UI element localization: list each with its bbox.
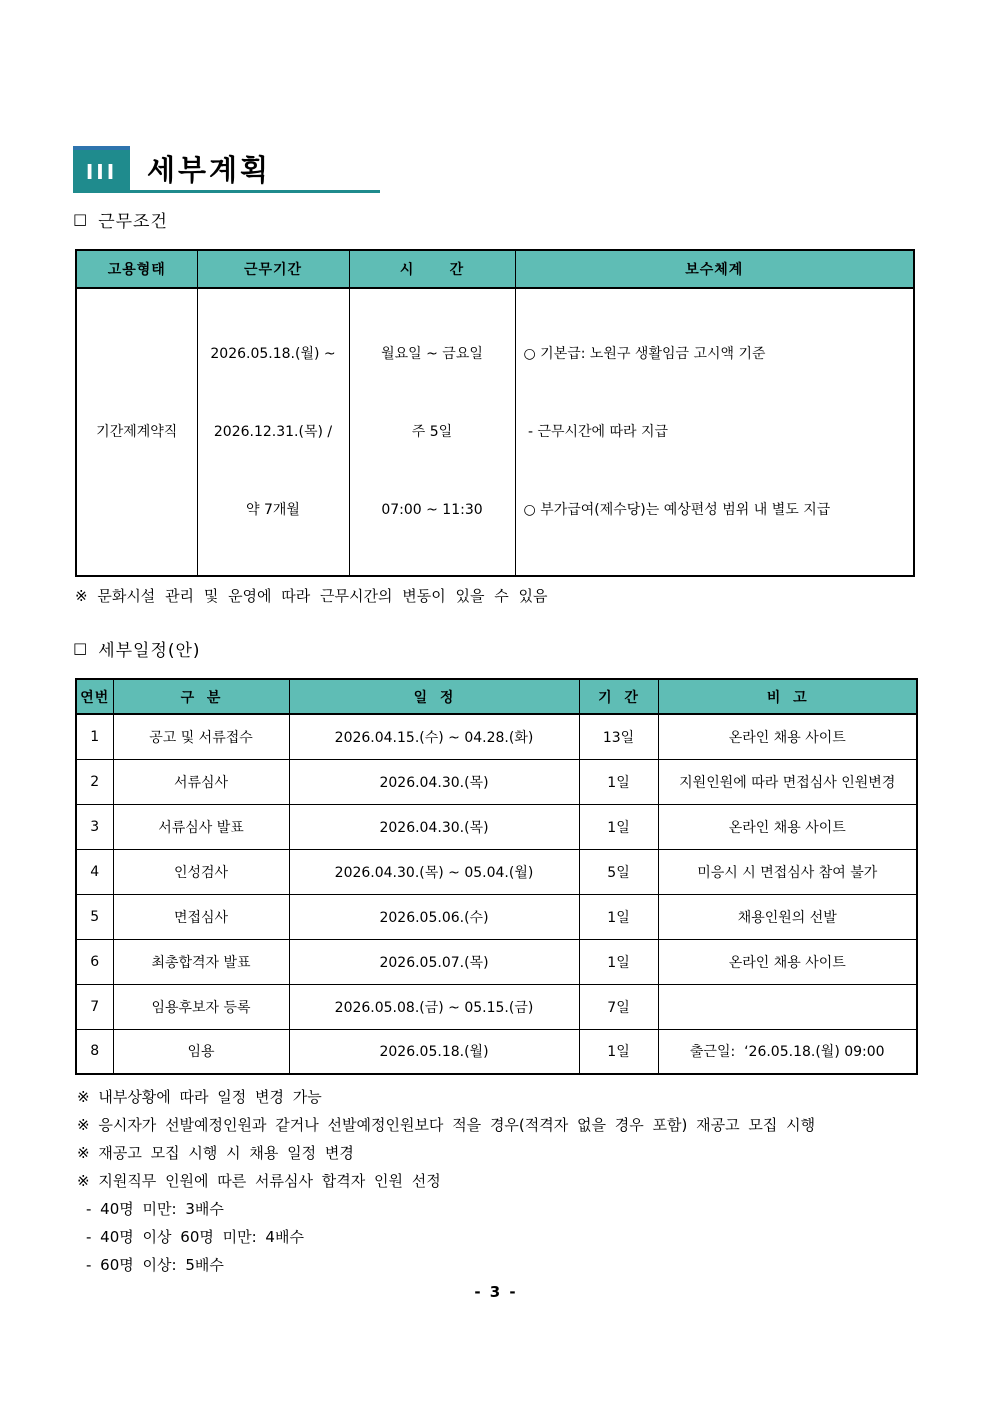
cell-remark: 지원인원에 따라 면접심사 인원변경 <box>658 759 917 804</box>
cell-work-period <box>197 288 349 576</box>
schedule-row <box>76 1029 917 1074</box>
period-line: 2026.05.18.(월) ~ <box>210 346 336 362</box>
cell-duration: 13일 <box>579 714 658 759</box>
cell-date: 2026.05.06.(수) <box>289 894 579 939</box>
col-category: 구 분 <box>113 679 289 714</box>
cell-duration: 1일 <box>579 759 658 804</box>
schedule-label-text: 세부일정(안) <box>98 641 201 661</box>
cell-duration: 1일 <box>579 1029 658 1074</box>
pay-line: ○ 부가급여(제수당)는 예상편성 범위 내 별도 지급 <box>523 502 831 518</box>
cell-seq: 5 <box>76 894 113 939</box>
cell-remark: 온라인 채용 사이트 <box>658 714 917 759</box>
work-conditions-table <box>75 249 915 577</box>
cell-seq: 8 <box>76 1029 113 1074</box>
col-employment-type: 고용형태 <box>76 250 197 288</box>
schedule-sub-note: - 40명 이상 60명 미만: 4배수 <box>86 1228 304 1246</box>
schedule-note: ※ 재공고 모집 시행 시 채용 일정 변경 <box>77 1144 354 1162</box>
cell-date: 2026.04.15.(수) ~ 04.28.(화) <box>289 714 579 759</box>
cell-date: 2026.05.08.(금) ~ 05.15.(금) <box>289 984 579 1029</box>
cell-category: 면접심사 <box>113 894 289 939</box>
col-duration: 기 간 <box>579 679 658 714</box>
square-bullet-icon: □ <box>73 209 89 228</box>
square-bullet-icon: □ <box>73 638 89 657</box>
schedule-note: ※ 응시자가 선발예정인원과 같거나 선발예정인원보다 적을 경우(적격자 없을 경우 포함) 재공고 모집 시행 <box>77 1116 816 1134</box>
cell-pay <box>515 288 914 576</box>
cell-category: 인성검사 <box>113 849 289 894</box>
schedule-sub-notes <box>86 1195 992 1279</box>
page-title: 세부계획 <box>147 152 272 187</box>
schedule-sub-note: - 60명 이상: 5배수 <box>86 1256 224 1274</box>
cell-seq: 6 <box>76 939 113 984</box>
schedule-row <box>76 984 917 1029</box>
cell-category: 임용 <box>113 1029 289 1074</box>
cell-category: 서류심사 발표 <box>113 804 289 849</box>
schedule-label <box>73 636 992 661</box>
cell-date: 2026.04.30.(목) ~ 05.04.(월) <box>289 849 579 894</box>
cell-remark: 출근일: ‘26.05.18.(월) 09:00 <box>658 1029 917 1074</box>
cell-date: 2026.05.18.(월) <box>289 1029 579 1074</box>
work-conditions-label-text: 근무조건 <box>98 212 168 232</box>
period-line: 약 7개월 <box>246 502 300 518</box>
cell-duration: 5일 <box>579 849 658 894</box>
cell-remark: 미응시 시 면접심사 참여 불가 <box>658 849 917 894</box>
cell-employment-type: 기간제계약직 <box>76 288 197 576</box>
cell-category: 서류심사 <box>113 759 289 804</box>
schedule-row <box>76 939 917 984</box>
time-line: 월요일 ~ 금요일 <box>381 346 483 362</box>
cell-duration: 1일 <box>579 894 658 939</box>
cell-category: 공고 및 서류접수 <box>113 714 289 759</box>
work-table-header-row <box>76 250 914 288</box>
work-table-row <box>76 288 914 576</box>
cell-duration: 1일 <box>579 939 658 984</box>
col-date: 일 정 <box>289 679 579 714</box>
schedule-row <box>76 804 917 849</box>
cell-seq: 2 <box>76 759 113 804</box>
period-line: 2026.12.31.(목) / <box>213 424 333 440</box>
work-conditions-note: ※ 문화시설 관리 및 운영에 따라 근무시간의 변동이 있을 수 있음 <box>75 587 548 605</box>
page-number: - 3 - <box>474 1283 518 1301</box>
col-work-period: 근무기간 <box>197 250 349 288</box>
schedule-row <box>76 759 917 804</box>
cell-remark <box>658 984 917 1029</box>
schedule-row <box>76 714 917 759</box>
section-heading <box>73 146 380 193</box>
cell-category: 임용후보자 등록 <box>113 984 289 1029</box>
schedule-row <box>76 849 917 894</box>
col-seq: 연번 <box>76 679 113 714</box>
schedule-note: ※ 지원직무 인원에 따른 서류심사 합격자 인원 선정 <box>77 1172 441 1190</box>
cell-seq: 1 <box>76 714 113 759</box>
section-title-underline <box>130 146 380 193</box>
cell-seq: 7 <box>76 984 113 1029</box>
schedule-sub-note: - 40명 미만: 3배수 <box>86 1200 224 1218</box>
cell-seq: 4 <box>76 849 113 894</box>
cell-date: 2026.04.30.(목) <box>289 759 579 804</box>
cell-category: 최총합격자 발표 <box>113 939 289 984</box>
cell-remark: 채용인원의 선발 <box>658 894 917 939</box>
cell-duration: 7일 <box>579 984 658 1029</box>
cell-seq: 3 <box>76 804 113 849</box>
work-conditions-label <box>73 207 992 232</box>
cell-time <box>349 288 515 576</box>
cell-date: 2026.05.07.(목) <box>289 939 579 984</box>
cell-date: 2026.04.30.(목) <box>289 804 579 849</box>
schedule-notes <box>77 1083 992 1195</box>
section-number-badge: III <box>73 146 130 193</box>
col-remark: 비 고 <box>658 679 917 714</box>
time-line: 주 5일 <box>411 424 453 440</box>
pay-line: ○ 기본급: 노원구 생활임금 고시액 기준 <box>523 346 766 362</box>
col-pay: 보수체계 <box>515 250 914 288</box>
schedule-note: ※ 내부상황에 따라 일정 변경 가능 <box>77 1088 322 1106</box>
cell-duration: 1일 <box>579 804 658 849</box>
time-line: 07:00 ~ 11:30 <box>381 502 483 518</box>
schedule-table <box>75 678 918 1075</box>
cell-remark: 온라인 채용 사이트 <box>658 804 917 849</box>
schedule-row <box>76 894 917 939</box>
pay-line: - 근무시간에 따라 지급 <box>523 424 669 440</box>
schedule-table-header-row <box>76 679 917 714</box>
col-time: 시 간 <box>349 250 515 288</box>
cell-remark: 온라인 채용 사이트 <box>658 939 917 984</box>
